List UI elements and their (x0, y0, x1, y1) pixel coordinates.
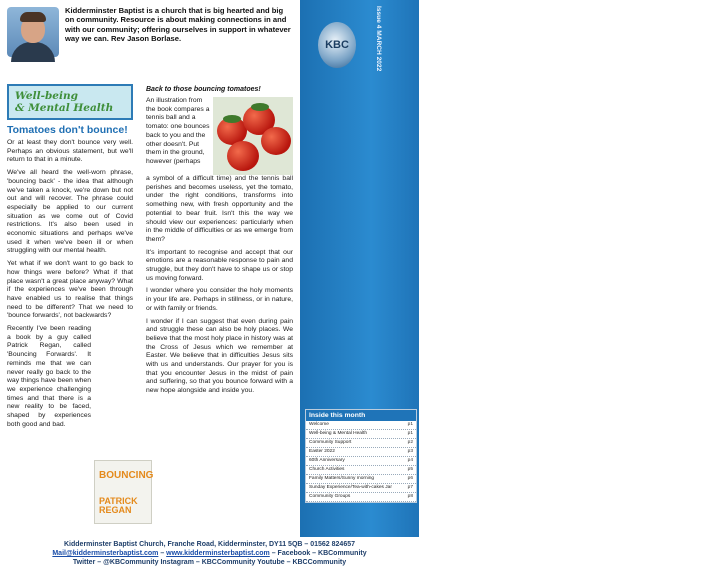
footer (7, 540, 412, 567)
section-heading: Back to those bouncing tomatoes! (146, 86, 261, 93)
avatar (7, 7, 59, 57)
toc-item: Sunday Experience/Tea-with-cakes Jar p7 (306, 484, 416, 493)
paragraph: I wonder if I can suggest that even during pain and struggle these can also be holy places. We believe that the most holy place in history was at the Cross of Jesus which we remember at Easter. We believe that in difficulties Jesus sits with us and understands. Our prayer for you is that you encounter Jesus in the midst of pain and suffering, so that you bounce forward with a new hope alongside and inside you. (146, 317, 293, 395)
newsletter-page: Kidderminster Baptist is a church that is big hearted and big on community. Resource is about making connections in and with our community; offering ourselves in support in whatever way we can. Rev Jason Borlase. Well-being & Mental Health Tomatoes don't bounce! Or at least they don't bounce very well. Perhaps an obvious statement, but we'll return to that in a minute. We've all heard the well-worn phrase, 'bouncing back' - the idea that although we've taken a knock, we're down but not out and will recover. The phrase could especially be applied to our current situation as we come out of Covid restrictions. It's also been used in economic situations and perhaps we've used it when we've been ill or when struggling with our mental health. Yet what if we don't want to go back to how things were before? What if that place wasn't a great place anyway? What if the experiences we've been through have enabled us to realise that things need to be different? That we need to 'bounce forwards', not backwards? Recently I've been reading a book by a guy called Patrick Regan, called 'Bouncing Forwards'. It reminds me that we can never really go back to the way things have been when we experience challenging times and that there is a new reality to be faced, shaped by experiences both good and bad. BOUNCING PATRICK REGAN Back to those bouncing tomatoes! An illustration from the book compares a tennis ball and a tomato: one bounces back to you and the other doesn't. Put them in the ground, however (perhaps a symbol of a difficult time) and the tennis ball perishes and becomes useless, yet the tomato, under the right conditions, transforms into something new, with fresh opportunity and the potential to bear fruit. Isn't this the way we should view our experiences: particularly when in the middle of difficulties or as we emerge from them? It's important to recognise and accept that our emotions are a reasonable response to pain and struggle, but they don't have to shape us or stop us moving forward. I wonder where you consider the holy moments in your life are. Perhaps in stillness, or in nature, or with family or friends. I wonder if I can suggest that even during pain and struggle these can also be holy places. We believe that the most holy place in history was at the Cross of Jesus which we remember at Easter. We believe that in difficulties Jesus sits with us and understands. Our prayer for you is that you encounter Jesus in the midst of pain and suffering, so that you bounce forward with a new hope alongside and inside you. Issue 4 MARCH 2022 KBC resource Inside this month Welcome p1 Well-being & Mental Health p1 Community Support p2 Easter 2022 p3 60th Anniversary p4 Church Activities p5 Family Matters/Sunny morning p6 Sunday Experience/Tea-with-cakes Jar p7 Community Groups p8 Kidderminster Baptist Church, Franche Road, Kidderminster, DY11 5QB – 01562 824657 Mail@kidderminsterbaptist.com – www.kidderminsterbaptist.com – Facebook – KBCommunity Twitter – @KBCommunity Instagram – KBCCommunity Youtube – KBCCommunity (0, 0, 419, 586)
article-right-column (146, 175, 293, 400)
paragraph: Recently I've been reading a book by a guy called Patrick Regan, called 'Bouncing Forwards'. It reminds me that we can never really go back to the way things have been when we experience challenging times and that there is a new reality to be faced, shaped by experiences both good and bad. (7, 325, 91, 428)
footer-contacts: Mail@kidderminsterbaptist.com – www.kidderminsterbaptist.com – Facebook – KBCommunity (52, 550, 367, 557)
kbc-logo: KBC (318, 22, 356, 68)
footer-social: Twitter – @KBCommunity Instagram – KBCCommunity Youtube – KBCCommunity (72, 559, 347, 566)
article-title: Tomatoes don't bounce! (7, 124, 128, 136)
paragraph: We've all heard the well-worn phrase, 'bouncing back' - the idea that although we've taken a knock, we're down but not out and will recover. The phrase could especially be applied to our current situation as we come out of Covid restrictions. It's also been used in economic situations and perhaps we've used it when we've been ill or when struggling with our mental health. (7, 169, 133, 255)
toc-item: Community Groups p8 (306, 493, 416, 502)
article-left-column (7, 139, 133, 434)
book-cover-image: BOUNCING PATRICK REGAN (94, 460, 152, 524)
toc-item: Well-being & Mental Health p1 (306, 430, 416, 439)
tomatoes-image (213, 97, 293, 175)
paragraph: Or at least they don't bounce very well. Perhaps an obvious statement, but we'll return to that in a minute. (7, 139, 133, 164)
paragraph: I wonder where you consider the holy moments in your life are. Perhaps in stillness, or in nature, or with family or friends. (146, 287, 293, 312)
toc-item: Community Support p2 (306, 439, 416, 448)
toc-item: Family Matters/Sunny morning p6 (306, 475, 416, 484)
footer-address: Kidderminster Baptist Church, Franche Road, Kidderminster, DY11 5QB – 01562 824657 (64, 541, 355, 548)
paragraph: It's important to recognise and accept that our emotions are a reasonable response to pain and struggle, but they don't have to shape us or stop us moving forward. (146, 248, 293, 282)
intro-text: Kidderminster Baptist is a church that is big hearted and big on community. Resource is about making connections in and with our community; offering ourselves in support in whatever way we can. Rev Jason Borlase. (65, 6, 291, 44)
toc-item: 60th Anniversary p4 (306, 457, 416, 466)
intro-author: Rev Jason Borlase. (111, 34, 182, 44)
toc-item: Church Activities p5 (306, 466, 416, 475)
website-link[interactable]: www.kidderminsterbaptist.com (166, 550, 270, 557)
email-link[interactable]: Mail@kidderminsterbaptist.com (52, 550, 159, 557)
toc-heading: Inside this month (306, 410, 416, 421)
issue-label: Issue 4 MARCH 2022 (375, 6, 382, 72)
table-of-contents (305, 409, 417, 503)
wellbeing-logo: Well-being & Mental Health (7, 84, 133, 120)
paragraph: a symbol of a difficult time) and the tennis ball perishes and becomes useless, yet the tomato, under the right conditions, transforms into something new, with fresh opportunity and the potential to bear fruit. Isn't this the way we should view our experiences: particularly when in the middle of difficulties or as we emerge from them? (146, 175, 293, 243)
paragraph: An illustration from the book compares a tennis ball and a tomato: one bounces back to you and the other doesn't. Put them in the ground, however (perhaps (146, 97, 210, 165)
paragraph: Yet what if we don't want to go back to how things were before? What if that place wasn't a great place anyway? What if the experiences we've been through have enabled us to realise that things need to be different? That we need to 'bounce forwards', not backwards? (7, 260, 133, 320)
toc-item: Welcome p1 (306, 421, 416, 430)
toc-item: Easter 2022 p3 (306, 448, 416, 457)
